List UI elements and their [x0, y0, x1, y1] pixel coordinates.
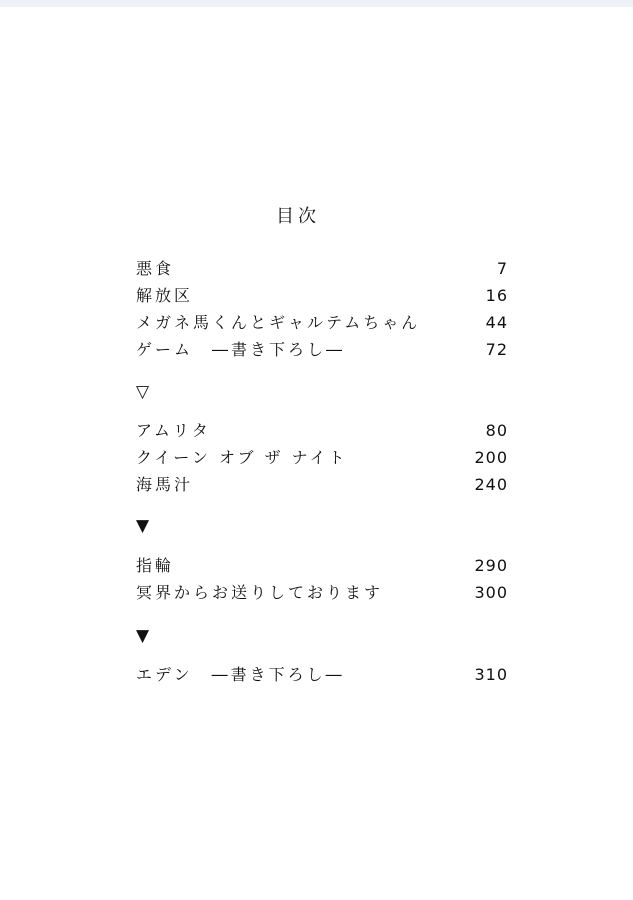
- toc-entry-page: 300: [474, 583, 508, 602]
- toc-entry-title: 海馬汁: [136, 475, 194, 494]
- toc-entry-page: 290: [474, 556, 508, 575]
- toc-entry[interactable]: [136, 309, 512, 336]
- toc-entry-title: メガネ馬くんとギャルテムちゃん: [136, 313, 421, 332]
- section-divider-filled-triangle: ▼: [136, 626, 150, 646]
- toc-entry-page: 240: [474, 475, 508, 494]
- toc-group-1: [136, 255, 512, 363]
- toc-entry-title: 悪食: [136, 259, 175, 278]
- toc-entry-title: 指輪: [136, 556, 175, 575]
- toc-entry-title: クイーン オブ ザ ナイト: [136, 448, 348, 467]
- toc-entry[interactable]: [136, 417, 512, 444]
- toc-entry-page: 7: [496, 259, 508, 278]
- toc-entry[interactable]: [136, 579, 512, 606]
- section-divider-open-triangle: ▽: [136, 382, 150, 402]
- toc-entry-page: 310: [474, 665, 508, 684]
- toc-entry[interactable]: [136, 552, 512, 579]
- toc-entry-title: アムリタ: [136, 421, 211, 440]
- toc-entry[interactable]: [136, 661, 512, 688]
- toc-entry-title: ゲーム ―書き下ろし―: [136, 340, 346, 359]
- toc-entry-page: 44: [485, 313, 508, 332]
- toc-entry[interactable]: [136, 471, 512, 498]
- toc-group-3: [136, 552, 512, 606]
- toc-entry[interactable]: [136, 336, 512, 363]
- toc-entry-page: 16: [485, 286, 508, 305]
- toc-group-4: [136, 661, 512, 688]
- toc-entry[interactable]: [136, 255, 512, 282]
- toc-entry[interactable]: [136, 444, 512, 471]
- toc-entry-title: 冥界からお送りしております: [136, 583, 384, 602]
- toc-entry[interactable]: [136, 282, 512, 309]
- toc-entry-title: エデン ―書き下ろし―: [136, 665, 345, 684]
- toc-entry-page: 200: [474, 448, 508, 467]
- section-divider-filled-triangle: ▼: [136, 516, 150, 536]
- toc-title: 目次: [276, 206, 320, 227]
- toc-entry-title: 解放区: [136, 286, 194, 305]
- toc-group-2: [136, 417, 512, 498]
- toc-entry-page: 72: [485, 340, 508, 359]
- toc-entry-page: 80: [485, 421, 508, 440]
